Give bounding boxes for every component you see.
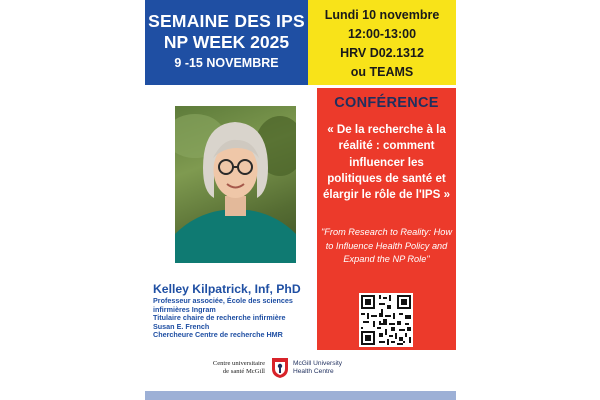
footer-bar: [145, 391, 456, 400]
qr-code-icon: [359, 293, 413, 347]
event-poster: [145, 0, 456, 400]
speaker-name: Kelley Kilpatrick, Inf, PhD: [153, 282, 301, 296]
conference-title-en: "From Research to Reality: How to Influence Health Policy and Expand the NP Role": [321, 227, 452, 265]
muhc-logo-en: [293, 360, 393, 376]
logo-text-en-line2: Health Centre: [293, 368, 334, 375]
speaker-title-line: Titulaire chaire de recherche infirmière: [153, 313, 286, 323]
conference-block: [317, 88, 456, 350]
schedule-block: [308, 0, 456, 85]
logo-text-en-line1: McGill University: [293, 360, 343, 367]
conference-title-fr: « De la recherche à la réalité : comment influencer les politiques de santé et élargir le rôle de l'IPS »: [322, 123, 451, 202]
speaker-title-line: infirmières Ingram: [153, 304, 216, 314]
schedule-date: Lundi 10 novembre: [324, 8, 440, 22]
qr-code[interactable]: [359, 293, 413, 347]
speaker-photo: [175, 106, 296, 263]
logo-text-fr-line1: Centre universitaire: [212, 360, 265, 367]
speaker-portrait-icon: [175, 106, 296, 263]
conference-label: CONFÉRENCE: [334, 95, 439, 111]
event-dates: 9 -15 NOVEMBRE: [174, 56, 279, 70]
schedule-room: HRV D02.1312: [340, 46, 424, 60]
speaker-title-line: Susan E. French: [153, 321, 210, 331]
logo-text-fr-line2: de santé McGill: [222, 368, 265, 375]
event-title-block: [145, 0, 308, 85]
event-title-fr: SEMAINE DES IPS: [148, 11, 305, 31]
muhc-crest-icon: [271, 357, 289, 379]
muhc-logo-fr: [205, 360, 265, 376]
muhc-logo: [205, 357, 395, 383]
schedule-time: 12:00-13:00: [347, 27, 417, 41]
schedule-alt-location: ou TEAMS: [350, 65, 414, 79]
speaker-title-line: Professeur associée, École des sciences: [153, 296, 293, 305]
speaker-info: [153, 282, 318, 340]
event-title-en: NP WEEK 2025: [163, 32, 290, 52]
speaker-title-line: Chercheure Centre de recherche HMR: [153, 330, 283, 340]
